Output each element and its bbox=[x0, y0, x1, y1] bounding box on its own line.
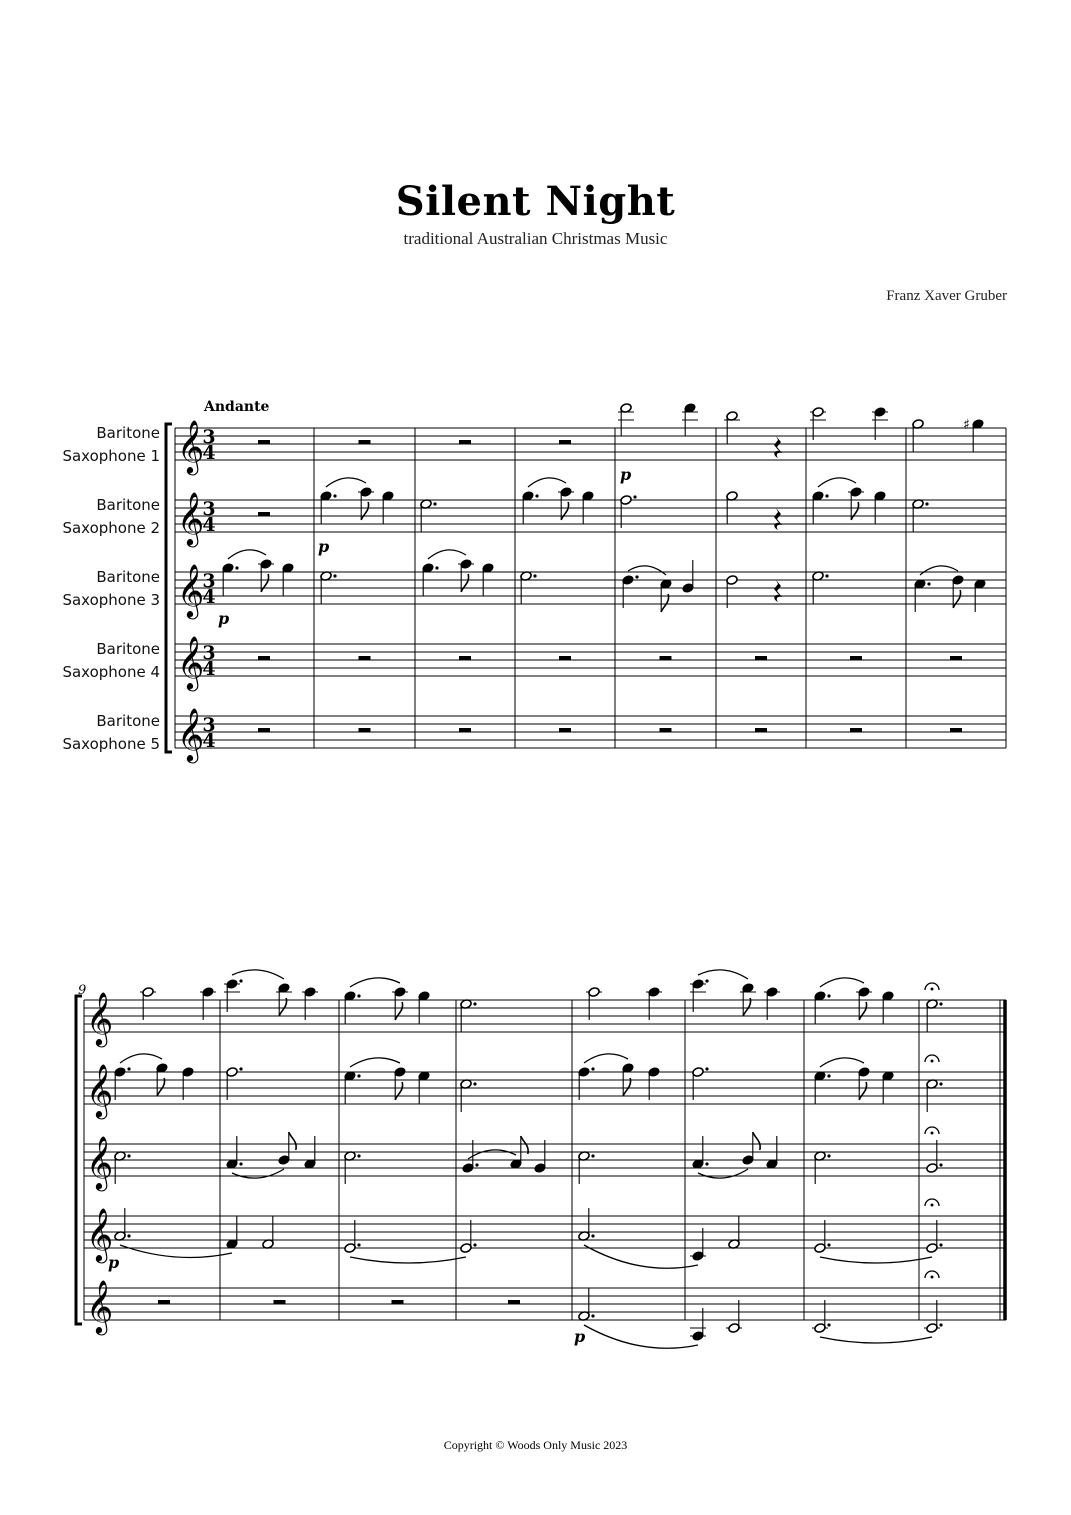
augmentation-dot bbox=[473, 1082, 476, 1085]
augmentation-dot bbox=[239, 1162, 242, 1165]
slur bbox=[698, 1169, 748, 1178]
augmentation-dot bbox=[475, 1163, 478, 1166]
augmentation-dot bbox=[927, 582, 930, 585]
augmentation-dot bbox=[939, 1243, 942, 1246]
treble-clef: 𝄞 bbox=[86, 1063, 114, 1117]
slur bbox=[820, 1257, 932, 1263]
augmentation-dot bbox=[473, 1002, 476, 1005]
note-flag bbox=[361, 502, 368, 520]
treble-clef: 𝄞 bbox=[86, 1135, 114, 1189]
treble-clef: 𝄞 bbox=[177, 491, 205, 545]
dynamic-marking: p bbox=[620, 465, 632, 484]
time-signature-denominator: 4 bbox=[202, 730, 216, 752]
slur bbox=[820, 978, 864, 987]
fermata-dot bbox=[931, 1060, 934, 1063]
slur bbox=[120, 1245, 232, 1258]
note-flag bbox=[289, 1132, 296, 1150]
augmentation-dot bbox=[591, 1067, 594, 1070]
whole-rest bbox=[660, 656, 672, 660]
augmentation-dot bbox=[239, 1067, 242, 1070]
whole-rest bbox=[258, 512, 270, 516]
augmentation-dot bbox=[435, 566, 438, 569]
augmentation-dot bbox=[239, 979, 242, 982]
note-flag bbox=[859, 1082, 866, 1100]
time-signature-numerator: 3 bbox=[202, 498, 216, 520]
note-flag bbox=[859, 1002, 866, 1020]
whole-rest bbox=[359, 728, 371, 732]
score-title: Silent Night bbox=[395, 178, 676, 225]
slur bbox=[818, 478, 856, 487]
augmentation-dot bbox=[635, 575, 638, 578]
whole-rest bbox=[459, 656, 471, 660]
augmentation-dot bbox=[705, 1162, 708, 1165]
note-flag bbox=[261, 574, 268, 592]
quarter-rest bbox=[774, 508, 782, 530]
sharp-accidental: ♯ bbox=[963, 417, 970, 433]
instrument-label-5: Baritone Saxophone 5 bbox=[62, 712, 160, 753]
dynamic-marking: p bbox=[108, 1253, 120, 1272]
slur bbox=[120, 1054, 162, 1063]
time-signature-numerator: 3 bbox=[202, 570, 216, 592]
quarter-rest bbox=[774, 436, 782, 458]
whole-rest bbox=[359, 440, 371, 444]
slur bbox=[232, 970, 284, 979]
instrument-label-3: Baritone Saxophone 3 bbox=[62, 568, 160, 609]
time-signature-denominator: 4 bbox=[202, 442, 216, 464]
note-flag bbox=[851, 502, 858, 520]
augmentation-dot bbox=[939, 1082, 942, 1085]
slur bbox=[350, 978, 400, 987]
whole-rest bbox=[258, 440, 270, 444]
augmentation-dot bbox=[357, 1074, 360, 1077]
slur bbox=[584, 1245, 698, 1268]
treble-clef: 𝄞 bbox=[86, 1279, 114, 1333]
whole-rest bbox=[950, 656, 962, 660]
system-2 bbox=[76, 970, 1006, 1348]
augmentation-dot bbox=[533, 574, 536, 577]
fermata-dot bbox=[931, 988, 934, 991]
treble-clef: 𝄞 bbox=[177, 563, 205, 617]
slur bbox=[428, 550, 466, 559]
time-signature-numerator: 3 bbox=[202, 426, 216, 448]
copyright-notice: Copyright © Woods Only Music 2023 bbox=[443, 1438, 628, 1452]
time-signature-numerator: 3 bbox=[202, 714, 216, 736]
composer-name: Franz Xaver Gruber bbox=[886, 288, 1007, 304]
augmentation-dot bbox=[827, 1074, 830, 1077]
measure-number: 9 bbox=[78, 983, 87, 998]
whole-rest bbox=[660, 728, 672, 732]
slur bbox=[468, 1150, 516, 1159]
time-signature-numerator: 3 bbox=[202, 642, 216, 664]
treble-clef: 𝄞 bbox=[177, 419, 205, 473]
whole-rest bbox=[158, 1300, 170, 1304]
augmentation-dot bbox=[357, 1243, 360, 1246]
augmentation-dot bbox=[705, 979, 708, 982]
note-flag bbox=[743, 998, 750, 1016]
whole-rest bbox=[755, 656, 767, 660]
whole-rest bbox=[274, 1300, 286, 1304]
quarter-rest bbox=[774, 580, 782, 602]
slur bbox=[350, 1058, 400, 1067]
augmentation-dot bbox=[333, 494, 336, 497]
augmentation-dot bbox=[939, 1163, 942, 1166]
tempo-marking: Andante bbox=[204, 399, 270, 415]
whole-rest bbox=[559, 728, 571, 732]
slur bbox=[228, 550, 266, 559]
note-flag bbox=[157, 1078, 164, 1096]
whole-rest bbox=[559, 656, 571, 660]
slur bbox=[820, 1337, 932, 1343]
instrument-label-4: Baritone Saxophone 4 bbox=[62, 640, 160, 681]
augmentation-dot bbox=[825, 574, 828, 577]
whole-rest bbox=[850, 656, 862, 660]
time-signature-denominator: 4 bbox=[202, 586, 216, 608]
whole-rest bbox=[258, 656, 270, 660]
slur bbox=[232, 1169, 284, 1178]
score-subtitle: traditional Australian Christmas Music bbox=[403, 229, 668, 248]
augmentation-dot bbox=[357, 1154, 360, 1157]
augmentation-dot bbox=[827, 1323, 830, 1326]
note-flag bbox=[623, 1078, 630, 1096]
slur bbox=[920, 566, 958, 575]
augmentation-dot bbox=[535, 494, 538, 497]
augmentation-dot bbox=[827, 994, 830, 997]
system-bracket bbox=[166, 424, 172, 752]
instrument-label-2: Baritone Saxophone 2 bbox=[62, 496, 160, 537]
note-flag bbox=[461, 574, 468, 592]
slur bbox=[820, 1058, 864, 1067]
dynamic-marking: p bbox=[318, 537, 330, 556]
slur bbox=[584, 1054, 628, 1063]
treble-clef: 𝄞 bbox=[86, 991, 114, 1045]
note-flag bbox=[561, 502, 568, 520]
system-1 bbox=[166, 403, 1006, 763]
slur bbox=[326, 478, 366, 487]
augmentation-dot bbox=[433, 502, 436, 505]
dynamic-marking: p bbox=[574, 1327, 586, 1346]
augmentation-dot bbox=[705, 1067, 708, 1070]
time-signature-denominator: 4 bbox=[202, 514, 216, 536]
whole-rest bbox=[258, 728, 270, 732]
augmentation-dot bbox=[357, 994, 360, 997]
augmentation-dot bbox=[827, 1154, 830, 1157]
augmentation-dot bbox=[235, 566, 238, 569]
whole-rest bbox=[850, 728, 862, 732]
augmentation-dot bbox=[939, 1002, 942, 1005]
whole-rest bbox=[559, 440, 571, 444]
slur bbox=[584, 1325, 698, 1348]
treble-clef: 𝄞 bbox=[177, 707, 205, 761]
treble-clef: 𝄞 bbox=[177, 635, 205, 689]
treble-clef: 𝄞 bbox=[86, 1207, 114, 1261]
note-flag bbox=[395, 1082, 402, 1100]
whole-rest bbox=[359, 656, 371, 660]
slur bbox=[350, 1257, 466, 1263]
augmentation-dot bbox=[127, 1067, 130, 1070]
fermata-dot bbox=[931, 1276, 934, 1279]
note-flag bbox=[661, 594, 668, 612]
augmentation-dot bbox=[827, 1243, 830, 1246]
whole-rest bbox=[459, 728, 471, 732]
note-flag bbox=[521, 1136, 528, 1154]
slur bbox=[628, 566, 666, 575]
fermata-dot bbox=[931, 1132, 934, 1135]
whole-rest bbox=[755, 728, 767, 732]
slur bbox=[528, 478, 566, 487]
note-flag bbox=[953, 590, 960, 608]
augmentation-dot bbox=[333, 574, 336, 577]
note-flag bbox=[395, 1002, 402, 1020]
whole-rest bbox=[950, 728, 962, 732]
augmentation-dot bbox=[591, 1314, 594, 1317]
whole-rest bbox=[392, 1300, 404, 1304]
augmentation-dot bbox=[825, 494, 828, 497]
fermata-dot bbox=[931, 1204, 934, 1207]
dynamic-marking: p bbox=[218, 609, 230, 628]
augmentation-dot bbox=[591, 1154, 594, 1157]
augmentation-dot bbox=[473, 1243, 476, 1246]
instrument-label-1: Baritone Saxophone 1 bbox=[62, 424, 160, 465]
note-flag bbox=[753, 1132, 760, 1150]
augmentation-dot bbox=[633, 495, 636, 498]
whole-rest bbox=[508, 1300, 520, 1304]
augmentation-dot bbox=[925, 502, 928, 505]
augmentation-dot bbox=[591, 1234, 594, 1237]
time-signature-denominator: 4 bbox=[202, 658, 216, 680]
slur bbox=[698, 970, 748, 979]
augmentation-dot bbox=[127, 1154, 130, 1157]
augmentation-dot bbox=[939, 1323, 942, 1326]
note-flag bbox=[279, 998, 286, 1016]
system-bracket bbox=[76, 996, 82, 1324]
whole-rest bbox=[459, 440, 471, 444]
augmentation-dot bbox=[127, 1234, 130, 1237]
